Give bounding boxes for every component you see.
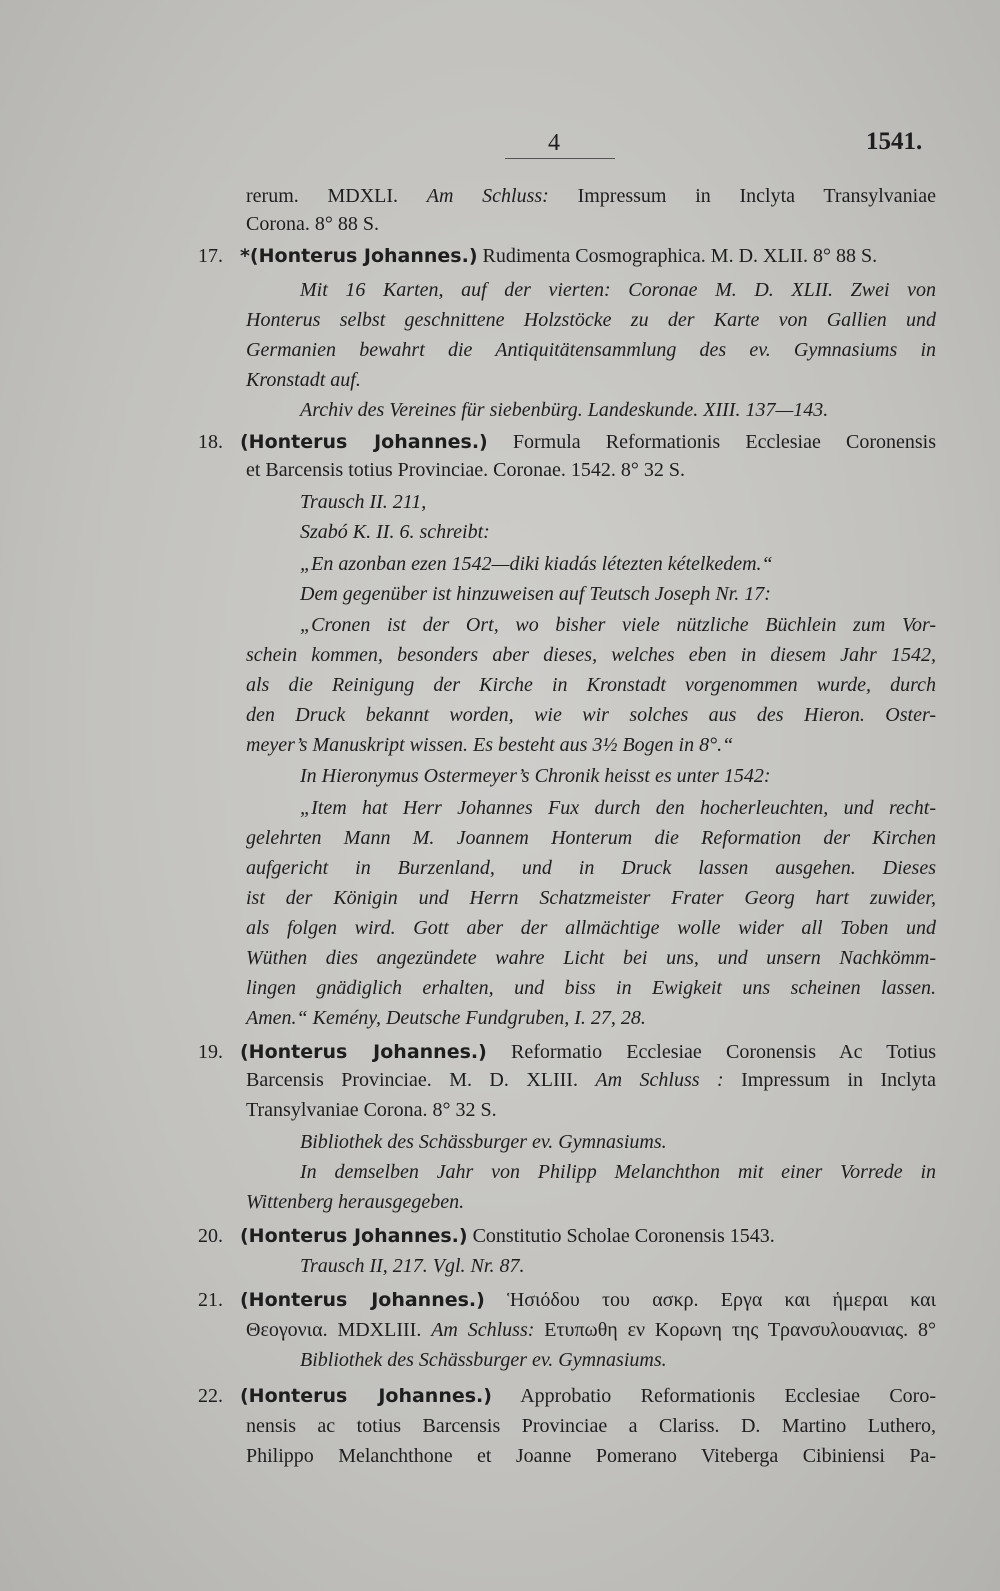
note-line: Szabó K. II. 6. schreibt: [300, 521, 490, 543]
entry-number: 17. [198, 245, 223, 267]
page-header [0, 130, 1000, 170]
note-line: Wüthen dies angezündete wahre Licht bei uns, und unsern Nachkömm- [246, 947, 936, 969]
note-line: Archiv des Vereines für siebenbürg. Landeskunde. XIII. 137—143. [300, 399, 829, 421]
text-line: rerum. MDXLI. Am Schluss: Impressum in Inclyta Transylvaniae [246, 185, 936, 207]
note-line: „En azonban ezen 1542—diki kiadás létezten kételkedem.“ [300, 553, 773, 575]
note-line: Mit 16 Karten, auf der vierten: Coronae M. D. XLII. Zwei von [300, 279, 936, 301]
page-number: 4 [548, 130, 560, 156]
entry-heading: (Honterus Johannes.) Reformatio Ecclesiae Coronensis Ac Totius [240, 1041, 937, 1063]
entry-heading: (Honterus Johannes.) Formula Reformationis Ecclesiae Coronensis [240, 431, 936, 453]
entry-number: 18. [198, 431, 223, 453]
entry-heading: *(Honterus Johannes.) Rudimenta Cosmographica. M. D. XLII. 8° 88 S. [240, 245, 878, 267]
entry-number: 22. [198, 1385, 223, 1407]
note-line: als folgen wird. Gott aber der allmächtige wolle wider all Toben und [246, 917, 936, 939]
page-year: 1541. [866, 128, 923, 155]
note-line: Trausch II. 211, [300, 491, 427, 513]
note-line: Kronstadt auf. [246, 369, 361, 391]
header-rule [505, 158, 615, 159]
note-line: „Item hat Herr Johannes Fux durch den hocherleuchten, und recht- [300, 797, 936, 819]
entry-heading: (Honterus Johannes.) Approbatio Reformationis Ecclesiae Coro- [240, 1385, 937, 1407]
note-line: meyer’s Manuskript wissen. Es besteht aus 3½ Bogen in 8°.“ [246, 734, 734, 756]
text-line: Barcensis Provinciae. M. D. XLIII. Am Schluss : Impressum in Inclyta [246, 1069, 936, 1091]
note-line: gelehrten Mann M. Joannem Honterum die Reformation der Kirchen [246, 827, 936, 849]
note-line: In demselben Jahr von Philipp Melanchthon mit einer Vorrede in [300, 1161, 936, 1183]
note-line: Bibliothek des Schässburger ev. Gymnasiums. [300, 1131, 667, 1153]
note-line: den Druck bekannt worden, wie wir solches aus des Hieron. Oster- [246, 704, 936, 726]
note-line: Germanien bewahrt die Antiquitätensammlung des ev. Gymnasiums in [246, 339, 936, 361]
text-line: nensis ac totius Barcensis Provinciae a Clariss. D. Martino Luthero, [246, 1415, 936, 1437]
text-line: Corona. 8° 88 S. [246, 213, 379, 235]
note-line: schein kommen, besonders aber dieses, welches eben in diesem Jahr 1542, [246, 644, 936, 666]
note-line: lingen gnädiglich erhalten, und biss in Ewigkeit uns scheinen lassen. [246, 977, 936, 999]
note-line: Trausch II, 217. Vgl. Nr. 87. [300, 1255, 525, 1277]
entry-heading: (Honterus Johannes.) Ἡσιόδου του ασκρ. Εργα και ἡμεραι και [240, 1289, 936, 1311]
entry-heading: (Honterus Johannes.) Constitutio Scholae Coronensis 1543. [240, 1225, 775, 1247]
note-line: Wittenberg herausgegeben. [246, 1191, 465, 1213]
note-line: aufgericht in Burzenland, und in Druck lassen ausgehen. Dieses [246, 857, 936, 879]
note-line: Bibliothek des Schässburger ev. Gymnasiums. [300, 1349, 667, 1371]
text-line: Philippo Melanchthone et Joanne Pomerano Viteberga Cibiniensi Pa- [246, 1445, 936, 1467]
note-line: In Hieronymus Ostermeyer’s Chronik heisst es unter 1542: [300, 765, 771, 787]
entry-number: 19. [198, 1041, 223, 1063]
note-line: ist der Königin und Herrn Schatzmeister Frater Georg hart zuwider, [246, 887, 936, 909]
note-line: Honterus selbst geschnittene Holzstöcke zu der Karte von Gallien und [246, 309, 936, 331]
entry-number: 21. [198, 1289, 223, 1311]
text-line: Θεογονια. MDXLIII. Am Schluss: Ετυπωθη εν Κορωνη της Τρανσυλουανιας. 8° [246, 1319, 936, 1341]
note-line: als die Reinigung der Kirche in Kronstadt vorgenommen wurde, durch [246, 674, 936, 696]
note-line: Dem gegenüber ist hinzuweisen auf Teutsch Joseph Nr. 17: [300, 583, 771, 605]
text-line: et Barcensis totius Provinciae. Coronae. 1542. 8° 32 S. [246, 459, 686, 481]
note-line: „Cronen ist der Ort, wo bisher viele nützliche Büchlein zum Vor- [300, 614, 936, 636]
entry-number: 20. [198, 1225, 223, 1247]
note-line: Amen.“ Kemény, Deutsche Fundgruben, I. 27, 28. [246, 1007, 646, 1029]
text-line: Transylvaniae Corona. 8° 32 S. [246, 1099, 497, 1121]
